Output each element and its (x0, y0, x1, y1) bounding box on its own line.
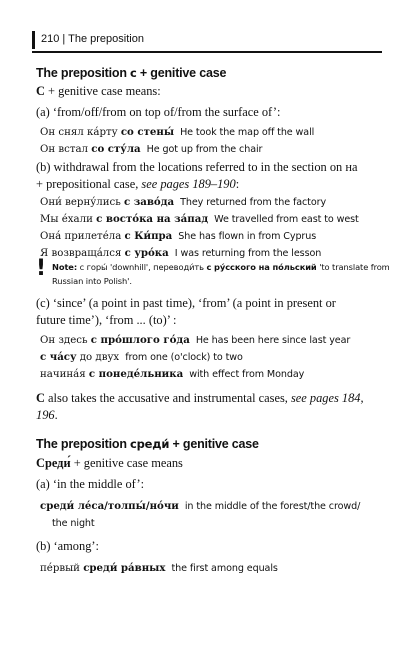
also-takes-line-2: 196. (36, 408, 58, 422)
meaning-b-label-1: (b) withdrawal from the locations referred to in the section on на (36, 160, 358, 174)
note-label: Note: (52, 262, 78, 272)
example-russian: с ча́су до двух (40, 351, 120, 363)
example-english: in the middle of the forest/the crowd/ (184, 501, 361, 512)
example-english: He has been here since last year (195, 335, 351, 346)
running-header (32, 29, 382, 53)
heading-preposition: с (130, 66, 137, 80)
example-english: He got up from the chair (146, 144, 263, 155)
example-russian: Я возвраща́лся с уро́ка (40, 247, 169, 259)
running-head-text: 210 | The preposition (41, 33, 144, 45)
note-line-2: Russian into Polish'. (52, 276, 132, 286)
example-english: from one (o'clock) to two (125, 352, 243, 363)
intro-line (36, 84, 161, 99)
example-sredi-a (40, 500, 360, 512)
example-russian: Они́ верну́лись с заво́да (40, 196, 175, 208)
heading-preposition: среди́ (130, 437, 170, 451)
page-reference: 196 (36, 408, 55, 422)
example-english: the first among equals (171, 563, 278, 574)
example-b-2 (40, 213, 359, 225)
meaning-b-label-2: + prepositional case, see pages 189–190: (36, 177, 240, 191)
note-exclamation-icon: ! (36, 256, 47, 281)
example-english: She has flown in from Cyprus (178, 231, 317, 242)
meaning-b-label-2: (b) ‘among’: (36, 539, 99, 553)
meaning-a-label-2: (a) ‘in the middle of’: (36, 477, 145, 491)
also-takes-line-1: С also takes the accusative and instrumental cases, see pages 184, (36, 391, 364, 405)
example-english: He took the map off the wall (180, 127, 315, 138)
example-sredi-a-continued (52, 517, 95, 529)
example-russian: начина́я с понеде́льника (40, 368, 184, 380)
example-english: We travelled from east to west (214, 214, 359, 225)
example-sredi-b (40, 562, 278, 574)
meaning-c-label-1: (c) ‘since’ (a point in past time), ‘from’ (a point in present or (36, 296, 336, 310)
example-c-1 (40, 334, 350, 346)
example-b-4 (40, 247, 321, 259)
page-reference: see pages 189–190 (141, 177, 236, 191)
note-line-1: Note: с горы́ 'downhill', переводи́ть с ру́сского на по́льский 'to translate from (52, 262, 390, 272)
intro-preposition: С (36, 84, 45, 98)
example-russian: Она́ прилете́ла с Ки́пра (40, 230, 173, 242)
intro-line-2: Среди́ + genitive case means (36, 456, 183, 470)
page-reference: see pages 184, (290, 391, 364, 405)
header-bar (32, 31, 35, 49)
example-a-1 (40, 126, 314, 138)
example-b-1 (40, 196, 326, 208)
example-c-2 (40, 351, 243, 363)
example-russian: Он здесь с про́шлого го́да (40, 334, 190, 346)
meaning-a-label: (a) ‘from/off/from on top of/from the surface of’: (36, 105, 281, 119)
example-english: with effect from Monday (189, 369, 305, 380)
example-english: the night (52, 518, 95, 529)
section-heading-sredi: The preposition среди́ + genitive case (36, 437, 259, 451)
example-a-2 (40, 143, 262, 155)
example-russian: среди́ ле́са/толпы́/но́чи (40, 500, 179, 512)
section-heading-s (36, 66, 226, 80)
example-russian: Он встал со сту́ла (40, 143, 141, 155)
heading-case: + genitive case (136, 66, 227, 80)
example-b-3 (40, 230, 316, 242)
example-russian: пе́рвый среди́ ра́вных (40, 562, 166, 574)
heading-text: The preposition (36, 66, 131, 80)
example-russian: Он снял ка́рту со стены́ (40, 126, 175, 138)
meaning-c-label-2: future time’), ‘from ... (to)’ : (36, 313, 177, 327)
example-english: I was returning from the lesson (174, 248, 322, 259)
example-russian: Мы е́хали с восто́ка на за́пад (40, 213, 209, 225)
example-english: They returned from the factory (180, 197, 327, 208)
intro-text: + genitive case means: (44, 84, 161, 98)
example-c-3 (40, 368, 304, 380)
